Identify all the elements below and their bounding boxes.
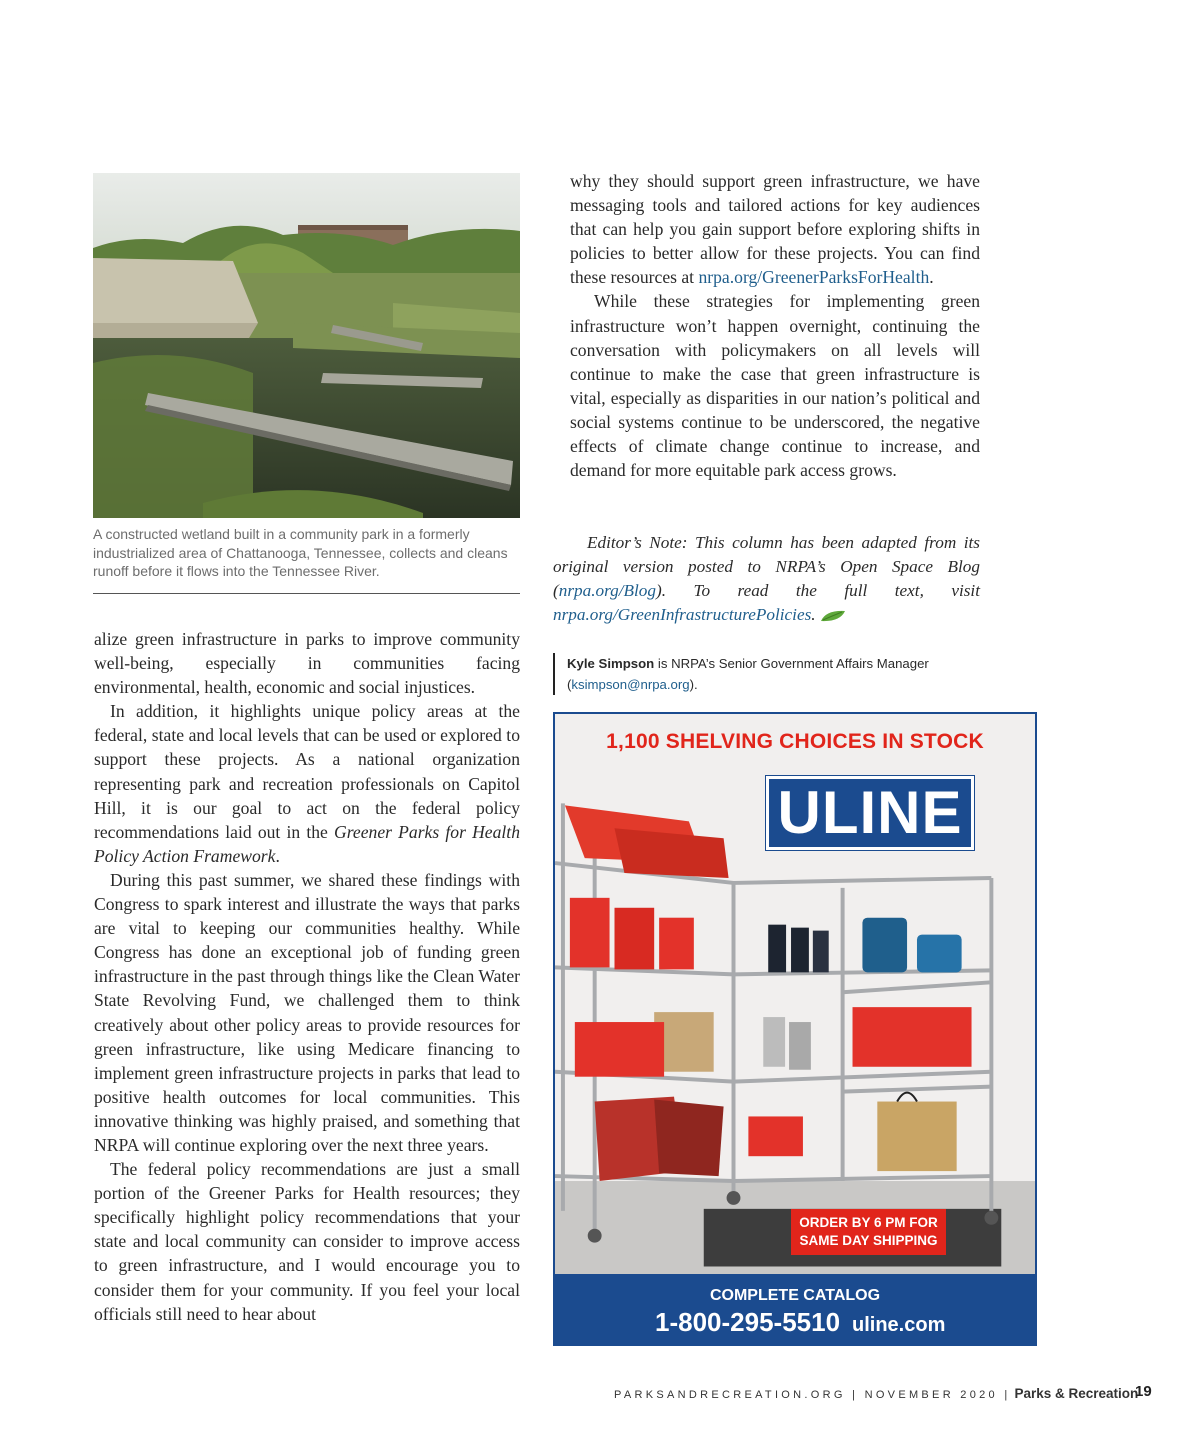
left-paragraph-4: The federal policy recommendations are just a small portion of the Greener Parks for Health resources; they specifically highlight policy recommendations that your state and local community can consider to improve access to green infrastructure, and I would encourage you to consider them for your community. If you feel your local officials still need to hear about bbox=[94, 1159, 520, 1324]
author-role: is NRPA’s Senior Government Affairs Manager bbox=[654, 656, 929, 671]
order-cutoff-badge bbox=[791, 1209, 946, 1255]
left-paragraph-2-end: . bbox=[275, 845, 280, 866]
email-open: ( bbox=[567, 677, 572, 692]
right-paragraph-1-text: why they should support green infrastructure, we have messaging tools and tailored actions for key audiences that can help you gain support before exploring shifts in policies to better allow for these projects. You can find these resources at bbox=[570, 171, 980, 288]
right-column bbox=[570, 169, 980, 482]
left-paragraph-1: alize green infrastructure in parks to improve community well-being, especially in communities facing environmental, health, economic and social injustices. bbox=[94, 629, 520, 698]
catalog-label: COMPLETE CATALOG bbox=[709, 1287, 881, 1304]
left-paragraph-3: During this past summer, we shared these findings with Congress to spark interest and illustrate the ways that parks are vital to keeping our communities healthy. While Congress has done an exceptional job of funding green infrastructure in the past through things like the Clean Water State Revolving Fund, we challenged them to think creatively about other policy areas to provide resources for green infrastructure, like using Medicare financing to implement green infrastructure projects in parks that lead to positive health outcomes for local communities. This innovative thinking was highly praised, and something that NRPA will continue exploring over the next three years. bbox=[94, 869, 520, 1155]
uline-advertisement[interactable] bbox=[553, 712, 1037, 1346]
wetland-illustration bbox=[93, 173, 520, 518]
blog-link[interactable]: nrpa.org/Blog bbox=[558, 581, 656, 601]
editors-note bbox=[553, 531, 980, 627]
leaf-icon bbox=[820, 609, 846, 623]
author-name: Kyle Simpson bbox=[567, 656, 655, 671]
left-paragraph-2-text: In addition, it highlights unique policy areas at the federal, state and local levels that can be used or explored to support these projects. As a national organization representing park and recreation professionals on Capitol Hill, it is our goal to act on the federal policy recommendations laid out in the bbox=[94, 701, 520, 842]
photo-caption: A constructed wetland built in a community park in a formerly industrialized area of Chattanooga, Tennessee, collects and cleans runoff before it flows into the Tennessee River. bbox=[93, 526, 508, 579]
ad-headline: 1,100 SHELVING CHOICES IN STOCK bbox=[606, 730, 984, 753]
order-line-1: ORDER BY 6 PM FOR bbox=[799, 1215, 938, 1230]
right-paragraph-2: While these strategies for implementing green infrastructure won’t happen overnight, continuing the conversation with policymakers on all levels will continue to make the case that green infrastructure is vital, especially as disparities in our nation’s political and social systems continue to be underscored, the negative effects of climate change continue to increase, and demand for more equitable park access grows. bbox=[570, 291, 980, 481]
ad-footer-bar bbox=[555, 1274, 1035, 1346]
caption-divider bbox=[93, 593, 520, 594]
footer-site-date: PARKSANDRECREATION.ORG | NOVEMBER 2020 | bbox=[614, 1389, 1011, 1401]
phone-number[interactable]: 1-800-295-5510 bbox=[655, 1307, 841, 1337]
author-email-link[interactable]: ksimpson@nrpa.org bbox=[571, 677, 690, 692]
editors-note-mid: ). To read the full text, visit bbox=[655, 581, 980, 601]
order-line-2: SAME DAY SHIPPING bbox=[799, 1233, 938, 1248]
uline-logo: ULINE bbox=[766, 776, 974, 850]
wetland-photo bbox=[93, 173, 520, 518]
left-paragraph-2 bbox=[94, 699, 520, 868]
editors-note-text: Editor’s Note: This column has been adapted from its original version posted to NRPA’s Open Space Blog ( bbox=[553, 533, 980, 601]
author-bio bbox=[553, 653, 983, 695]
framework-title: Greener Parks for Health Policy Action Framework bbox=[94, 821, 520, 866]
publication-name: Parks & Recreation bbox=[1014, 1386, 1139, 1401]
editors-note-end: . bbox=[811, 605, 816, 625]
right-paragraph-1-end: . bbox=[929, 267, 934, 288]
policies-link[interactable]: nrpa.org/GreenInfrastructurePolicies bbox=[553, 605, 812, 625]
page-footer bbox=[614, 1386, 1154, 1401]
website-link[interactable]: uline.com bbox=[852, 1314, 946, 1336]
right-paragraph-1 bbox=[570, 169, 980, 289]
left-column bbox=[94, 627, 520, 1326]
greener-parks-link[interactable]: nrpa.org/GreenerParksForHealth bbox=[698, 267, 930, 288]
email-close: ). bbox=[689, 677, 698, 692]
page-number: 19 bbox=[1135, 1383, 1152, 1400]
